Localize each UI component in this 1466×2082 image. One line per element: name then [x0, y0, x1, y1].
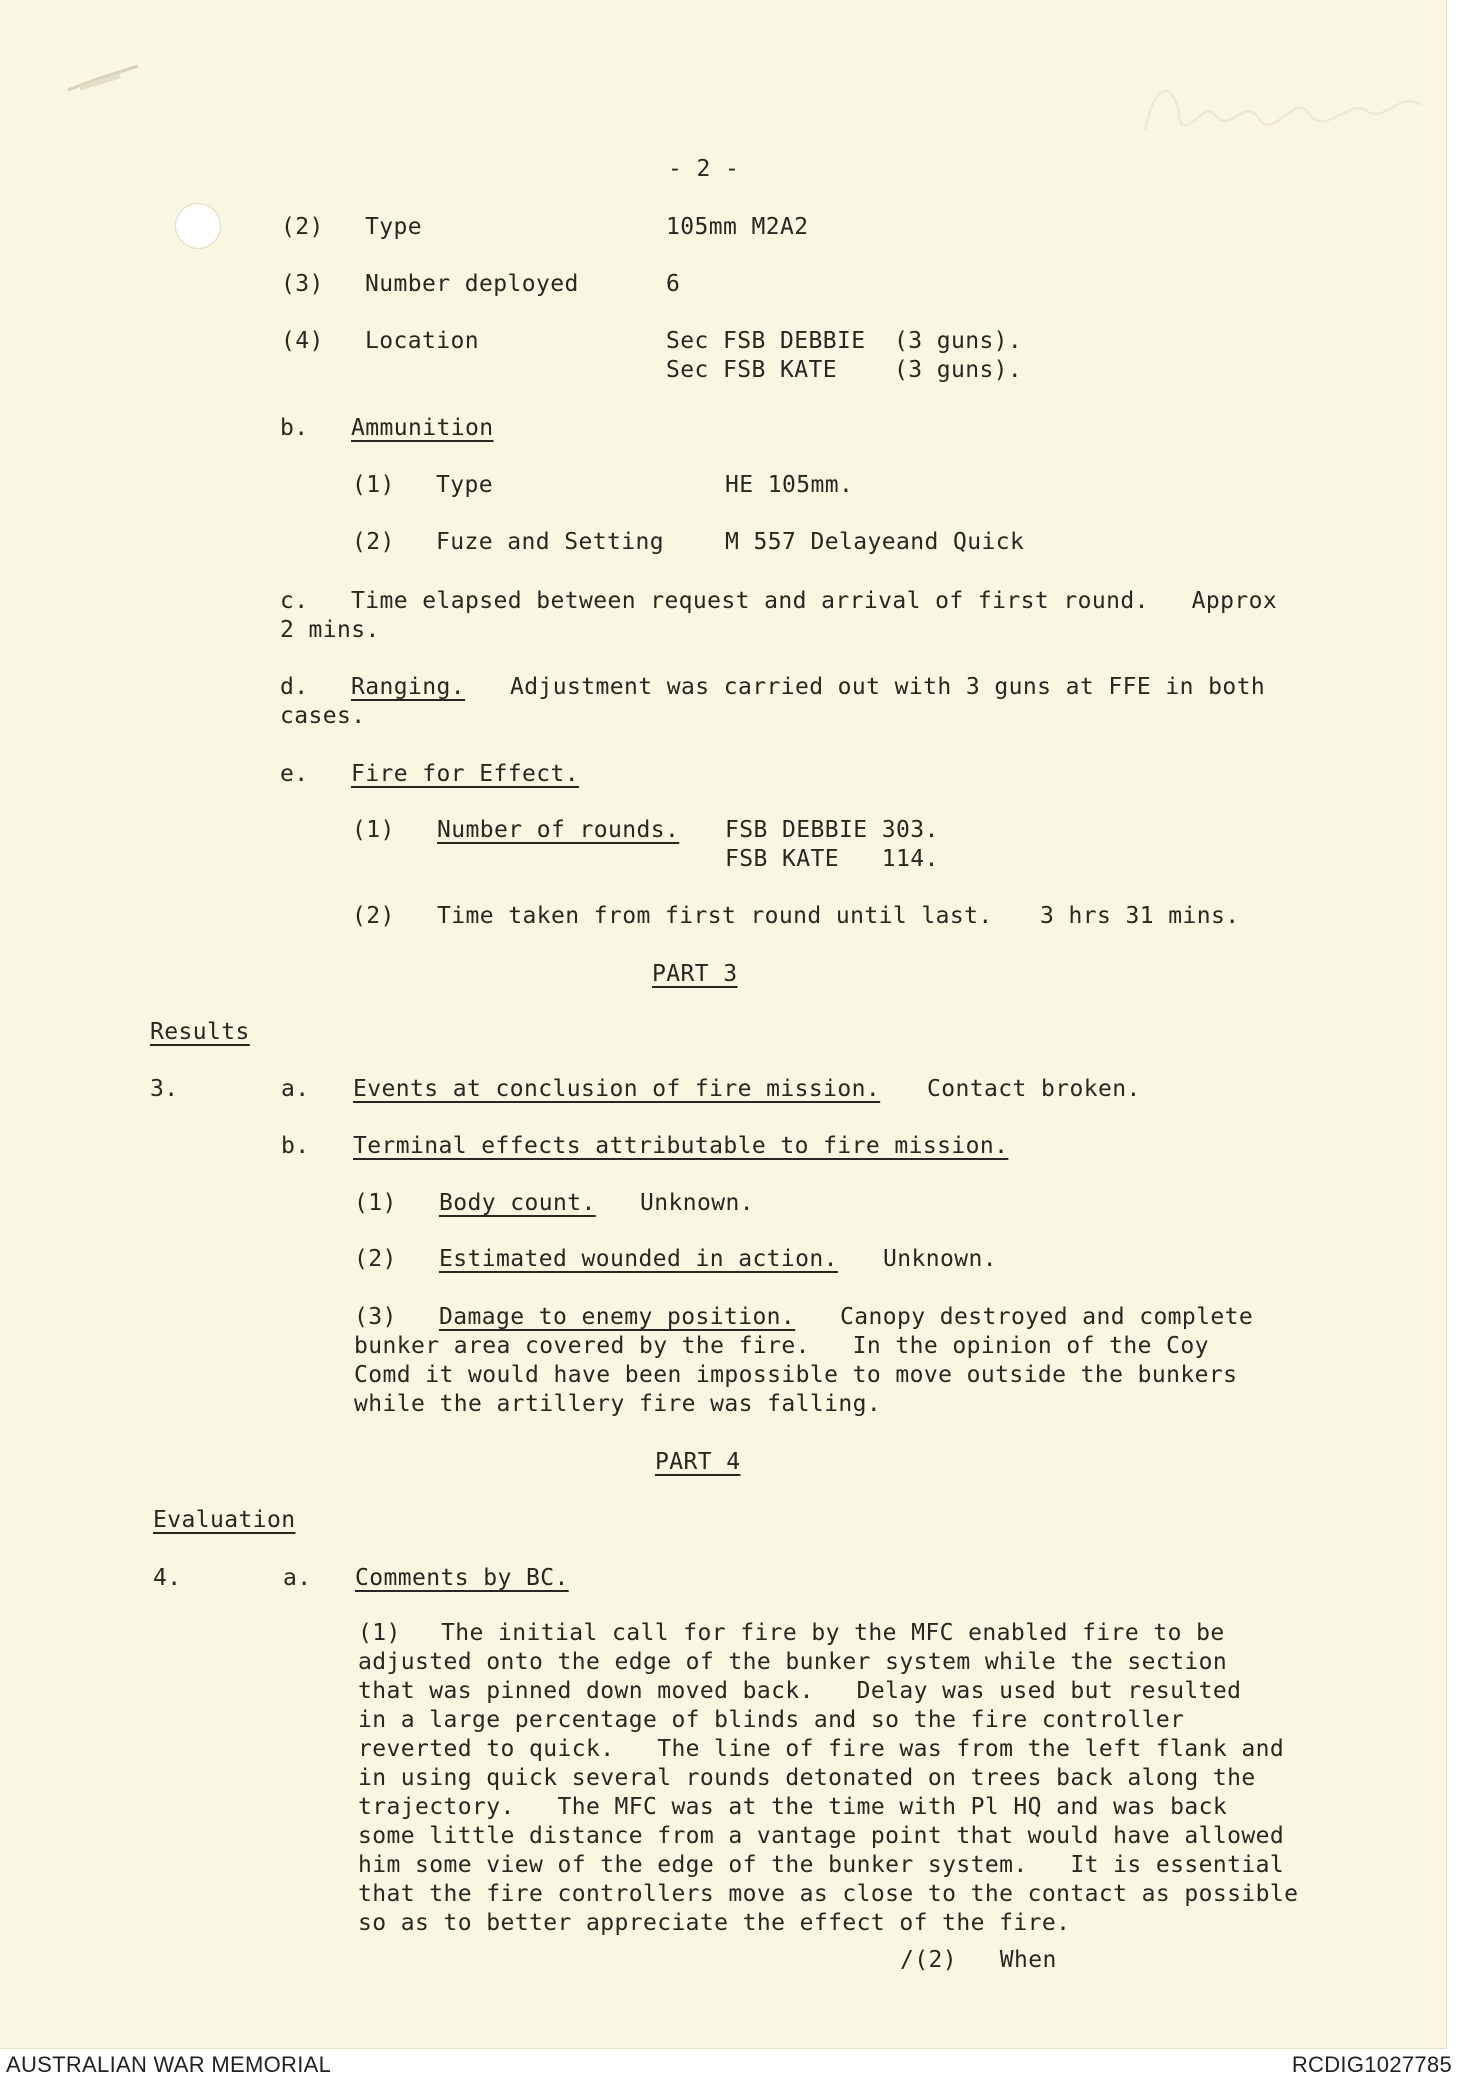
- catchword: /(2) When: [900, 1947, 1057, 1973]
- gun-type-number: (2): [281, 214, 324, 240]
- damage-number: (3): [354, 1304, 397, 1330]
- body-count-number: (1): [354, 1190, 397, 1216]
- pencil-annotation: [1135, 70, 1435, 150]
- section-4-number: 4.: [153, 1565, 182, 1591]
- rounds-line-1: FSB DEBBIE 303.: [725, 817, 939, 843]
- comment-number: (1): [358, 1620, 401, 1646]
- time-taken-label: Time taken from first round until last.: [437, 903, 993, 929]
- comment-line-10: that the fire controllers move as close to the contact as possible: [358, 1881, 1299, 1907]
- time-taken-value: 3 hrs 31 mins.: [1040, 903, 1240, 929]
- comments-heading: Comments by BC.: [355, 1565, 569, 1591]
- ammunition-heading: Ammunition: [351, 415, 494, 441]
- fuze-number: (2): [352, 529, 395, 555]
- comment-line-6: in using quick several rounds detonated on trees back along the: [358, 1765, 1256, 1791]
- ranging-text-2: cases.: [280, 703, 366, 729]
- fuze-value: M 557 Delayeand Quick: [725, 529, 1025, 555]
- ammunition-letter: b.: [280, 415, 309, 441]
- location-label: Location: [365, 328, 479, 354]
- deployed-value: 6: [666, 271, 681, 297]
- page-number: - 2 -: [668, 156, 740, 182]
- damage-text-line-2: bunker area covered by the fire. In the opinion of the Coy: [354, 1333, 1209, 1359]
- gun-type-label: Type: [365, 214, 422, 240]
- events-letter: a.: [281, 1076, 310, 1102]
- damage-text-line-4: while the artillery fire was falling.: [354, 1391, 882, 1417]
- gun-type-value: 105mm M2A2: [666, 214, 809, 240]
- rounds-label: Number of rounds.: [437, 817, 680, 843]
- comment-line-4: in a large percentage of blinds and so the fire controller: [358, 1707, 1185, 1733]
- rounds-number: (1): [352, 817, 395, 843]
- ranging-text-1: Adjustment was carried out with 3 guns at FFE in both: [510, 674, 1266, 700]
- events-text: Contact broken.: [927, 1076, 1141, 1102]
- wounded-label: Estimated wounded in action.: [439, 1246, 838, 1272]
- comments-letter: a.: [283, 1565, 312, 1591]
- part-4-heading: PART 4: [655, 1449, 741, 1475]
- time-elapsed-letter: c.: [280, 588, 309, 614]
- wounded-value: Unknown.: [883, 1246, 997, 1272]
- time-elapsed-line-2: 2 mins.: [280, 617, 380, 643]
- time-taken-number: (2): [352, 903, 395, 929]
- comment-line-9: him some view of the edge of the bunker system. It is essential: [358, 1852, 1285, 1878]
- deployed-number: (3): [281, 271, 324, 297]
- ranging-heading: Ranging.: [351, 674, 465, 700]
- time-elapsed-line-1: Time elapsed between request and arrival of first round. Approx: [351, 588, 1278, 614]
- comment-line-7: trajectory. The MFC was at the time with Pl HQ and was back: [358, 1794, 1228, 1820]
- body-count-label: Body count.: [439, 1190, 596, 1216]
- damage-text-line-3: Comd it would have been impossible to move outside the bunkers: [354, 1362, 1238, 1388]
- fuze-label: Fuze and Setting: [436, 529, 664, 555]
- ffe-heading: Fire for Effect.: [351, 761, 579, 787]
- location-line-2: Sec FSB KATE (3 guns).: [666, 357, 1023, 383]
- wounded-number: (2): [354, 1246, 397, 1272]
- comment-line-8: some little distance from a vantage point that would have allowed: [358, 1823, 1285, 1849]
- events-heading: Events at conclusion of fire mission.: [353, 1076, 881, 1102]
- damage-label: Damage to enemy position.: [439, 1304, 796, 1330]
- ammo-type-value: HE 105mm.: [725, 472, 854, 498]
- footer-reference: RCDIG1027785: [1291, 2052, 1452, 2077]
- part-3-heading: PART 3: [652, 961, 738, 987]
- comment-line-5: reverted to quick. The line of fire was from the left flank and: [358, 1736, 1285, 1762]
- evaluation-heading: Evaluation: [153, 1507, 296, 1533]
- results-heading: Results: [150, 1019, 250, 1045]
- staple-mark: [60, 60, 150, 100]
- damage-text-line-1: Canopy destroyed and complete: [840, 1304, 1254, 1330]
- body-count-value: Unknown.: [640, 1190, 754, 1216]
- comment-line-3: that was pinned down moved back. Delay was used but resulted: [358, 1678, 1242, 1704]
- punch-hole: [175, 203, 221, 249]
- deployed-label: Number deployed: [365, 271, 579, 297]
- location-number: (4): [281, 328, 324, 354]
- terminal-effects-letter: b.: [281, 1133, 310, 1159]
- terminal-effects-heading: Terminal effects attributable to fire mission.: [353, 1133, 1009, 1159]
- ranging-letter: d.: [280, 674, 309, 700]
- location-line-1: Sec FSB DEBBIE (3 guns).: [666, 328, 1023, 354]
- rounds-line-2: FSB KATE 114.: [725, 846, 939, 872]
- comment-line-11: so as to better appreciate the effect of the fire.: [358, 1910, 1071, 1936]
- ammo-type-number: (1): [352, 472, 395, 498]
- ammo-type-label: Type: [436, 472, 493, 498]
- section-3-number: 3.: [150, 1076, 179, 1102]
- footer-source: AUSTRALIAN WAR MEMORIAL: [6, 2052, 332, 2077]
- comment-line-1: The initial call for fire by the MFC enabled fire to be: [441, 1620, 1225, 1646]
- comment-line-2: adjusted onto the edge of the bunker system while the section: [358, 1649, 1228, 1675]
- ffe-letter: e.: [280, 761, 309, 787]
